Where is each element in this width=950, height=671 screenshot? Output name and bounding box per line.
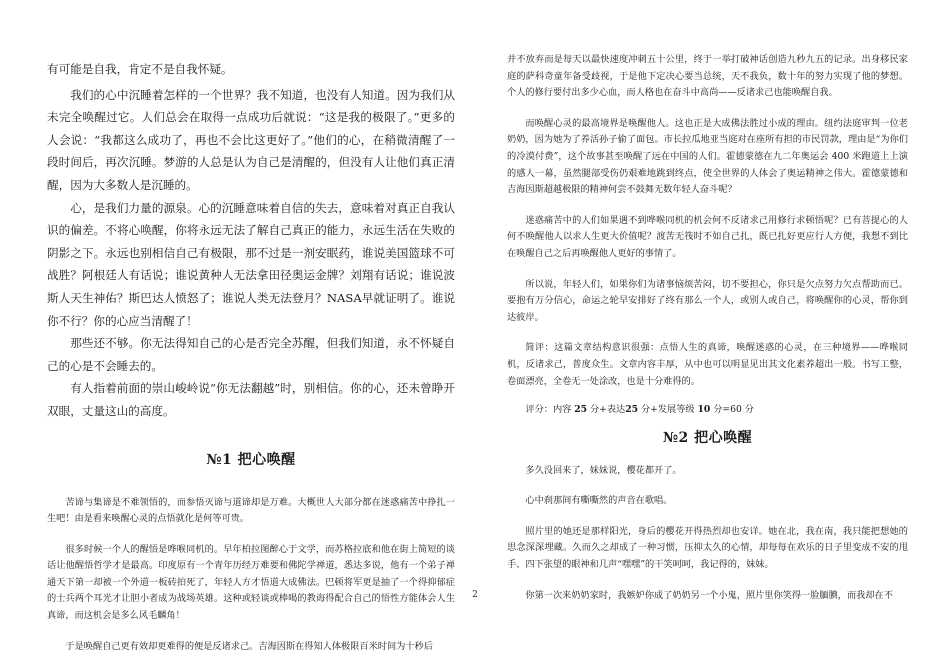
paragraph: 多久没回来了，妹妹说，樱花都开了。 [525, 464, 682, 476]
paragraph: 你第一次来奶奶家时，我嫉妒你成了奶奶另一个小鬼，照片里你笑得一脸腼腆，而我却在不 [525, 589, 893, 601]
paragraph: 并不放弃而是每天以最快速度冲刺五十公里，终于一举打破神话创造九秒九五的记录。出身移民家庭的萨科奇童年备受歧视，于是他下定决心要当总统，天不我负，数十年的努力实现了他的梦想。个人的修行要付出多少心血，而人格也在奋斗中高尚——反诸求己也能唤醒自我。 [507, 54, 908, 99]
paragraph: 而唤醒心灵的最高境界是唤醒他人。这也正是大成佛法胜过小成的理由。纽约法庭审判一位老奶奶，因为她为了养活孙子偷了面包。市长拉瓜地亚当庭对在座所有担的市民罚款，理由是“为你们的冷漠付费”，这个故事甚至唤醒了远在中国的人们。霍德蒙德在九二年奥运会 400 米跑道上上演的感人一幕，虽然腿部受伤仍艰难地跳到终点，使全世界的人体会了奥运精神之伟大。霍德蒙德和吉海因斯超越极限的精神何尝不鼓舞无数年轻人奋斗呢？ [507, 117, 908, 196]
paragraph: 照片里的她还是那样阳光，身后的樱花开得热烈却也安详。她在北，我在南，我只能把想她的思念深深埋藏。久而久之却成了一种习惯，压抑太久的心情，却每每在欢乐的日子里变成不安的甩手、四下张望的眼神和几声“嘿嘿”的干笑呵呵，我记得的，妹妹。 [507, 525, 908, 571]
paragraph: 有可能是自我，肯定不是自我怀疑。 [47, 62, 233, 76]
right-column [507, 0, 908, 604]
paragraph: 于是唤醒自己更有效却更难得的便是反诸求己。吉海因斯在得知人体极限百米时间为十秒后 [65, 640, 433, 652]
score-line: 评分：内容 25 分+表达25 分+发展等级 10 分=60 分 [525, 404, 754, 416]
paragraph: 心，是我们力量的源泉。心的沉睡意味着自信的失去，意味着对真正自我认识的偏差。不将心唤醒，你将永远无法了解自己真正的能力，永远生活在失败的阴影之下。永远也别相信自己有极限，那不过是一剂安眠药，谁说美国篮球不可战胜？阿根廷人有话说；谁说黄种人无法拿田径奥运金牌？刘翔有话说；谁说波斯人天生神佑？斯巴达人愤怒了；谁说人类无法登月？NASA早就证明了。谁说你不行？你的心应当清醒了！ [47, 200, 455, 328]
left-column [47, 0, 455, 655]
paragraph: 迷惑痛苦中的人们如果遇不到哗喉同机的机会何不反诸求己用修行求顿悟呢？已有菩提心的人何不唤醒他人以求人生更大价值呢？渡苦无筏时不如自己扎，既已扎好更应行人方便，我想不到比在唤醒自己之后再唤醒他人更好的事情了。 [507, 214, 908, 259]
commentary: 简评：这篇文章结构意识很强：点悟人生的真谛，唤醒迷惑的心灵，在三种境界——哗喉同机，反诸求己，普度众生。文章内容丰厚，从中也可以明显见出其文化素养超出一般。书写工整，卷面漂亮，全卷无一处涂改，也是十分难得的。 [507, 342, 908, 387]
essay-title-1: №1 把心唤醒 [206, 451, 296, 468]
paragraph: 我们的心中沉睡着怎样的一个世界？我不知道，也没有人知道。因为我们从未完全唤醒过它。人们总会在取得一点成功后就说：“这是我的极限了。”更多的人会说：“我都这么成功了，再也不会比这更好了。”他们的心，在稍微清醒了一段时间后，再次沉睡。梦游的人总是认为自己是清醒的，但没有人让他们真正清醒，因为大多数人是沉睡的。 [47, 87, 455, 192]
paragraph: 很多时候一个人的醒悟是哗喉同机的。早年柏拉图醉心于文学，而苏格拉底和他在街上简短的谈话让他醒悟哲学才是最高。印度原有一个青年历经万难要和佛陀学禅道，悉达多说，他有一个弟子禅通天下第一却被一个外道一板砖拍死了，年轻人方才悟道大成佛法。巴顿将军更是抽了一个得抑郁症的士兵两个耳光才让胆小者成为战场英雄。这种或轻谈或棒喝的教诲得配合自己的悟性方能体会人生真谛，而这机会是多么风毛麟角！ [47, 543, 455, 622]
paragraph: 苦谛与集谛是不难领悟的，而参悟灭谛与道谛却是万难。大概世人大部分都在迷惑痛苦中挣扎一生吧！由是看来唤醒心灵的点悟就化是何等可贵。 [47, 496, 455, 525]
paragraph: 有人指着前面的崇山峻岭说“你无法翻越”时，别相信。你的心，还未曾睁开双眼，丈量这山的高度。 [47, 381, 455, 418]
page-number: 2 [472, 590, 478, 600]
essay-title-2: №2 把心唤醒 [662, 429, 753, 446]
paragraph: 所以说，年轻人们，如果你们为诸事恼烦苦闷，切不要担心，你只是欠点努力欠点帮助而已。要抱有万分信心，命运之轮早安排好了终有那么一个人，或别人或自己，将唤醒你的心灵，帮你到达彼岸。 [507, 278, 908, 323]
paragraph: 心中刹那间有嘶嘶然的声音在歌唱。 [525, 495, 673, 507]
paragraph: 那些还不够。你无法得知自己的心是否完全苏醒，但我们知道，永不怀疑自己的心是不会睡去的。 [47, 336, 455, 373]
